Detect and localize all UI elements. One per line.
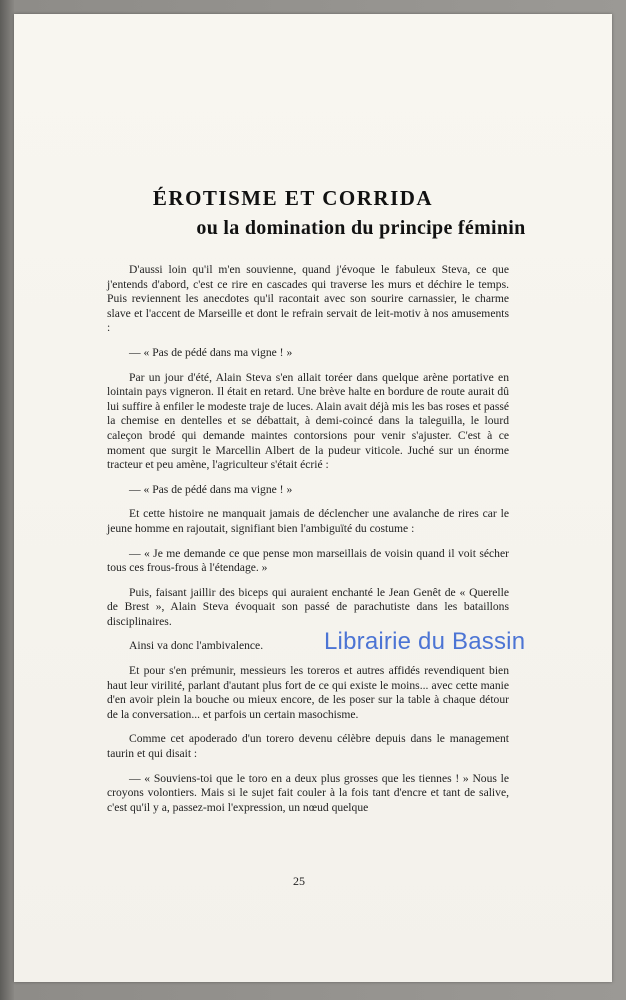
paragraph: Et cette histoire ne manquait jamais de déclencher une avalanche de rires car le jeune homme en rajoutait, signifiant bien l'ambiguïté du costume :: [107, 507, 509, 535]
quote-paragraph: — « Souviens-toi que le toro en a deux plus grosses que les tiennes ! » Nous le croyons volontiers. Mais si le sujet fait couler à la fois tant d'encre et tant de salive, c'est qu'il y a, passez-moi l'expression, un nœud quelque: [107, 771, 509, 814]
paragraph: Ainsi va donc l'ambivalence.: [129, 639, 264, 653]
book-page: [14, 14, 612, 982]
book-gutter-shadow: [0, 0, 14, 1000]
quote-paragraph: — « Pas de pédé dans ma vigne ! »: [129, 482, 293, 496]
title-line-1: ÉROTISME ET CORRIDA: [152, 186, 434, 210]
page-number: 25: [293, 874, 305, 888]
title-line-2: ou la domination du principe féminin: [196, 217, 526, 239]
paragraph: Par un jour d'été, Alain Steva s'en allait toréer dans quelque arène portative en lointain pays vigneron. Il était en retard. Une brève halte en bordure de route aurait dû lui suffire à enfiler le modeste traje de luces. Alain avait déjà mis les bas roses et passé la chemise en dentelles et se débattait, à demi-coincé dans la taleguilla, le lourd caleçon brodé qui demande maintes contorsions pour venir s'ajuster. C'est à ce moment que surgit le Marcellin Albert de la pudeur viticole. Juché sur un énorme tracteur et peu amène, l'agriculteur s'était écrié :: [107, 370, 509, 472]
paragraph: Puis, faisant jaillir des biceps qui auraient enchanté le Jean Genêt de « Querelle de Brest », Alain Steva évoquait son passé de parachutiste dans les bataillons disciplinaires.: [107, 585, 509, 628]
quote-paragraph: — « Pas de pédé dans ma vigne ! »: [129, 345, 293, 359]
body-text: [107, 263, 509, 825]
paragraph: Et pour s'en prémunir, messieurs les toreros et autres affidés revendiquent bien haut leur virilité, parlant d'autant plus fort de ce qui existe le moins... avec cette manie d'en avoir plein la bouche ou mieux encore, de les poser sur la table à chaque détour de la conversation... et parfois un certain masochisme.: [107, 664, 509, 721]
bookseller-watermark: Librairie du Bassin: [324, 628, 526, 655]
paragraph: D'aussi loin qu'il m'en souvienne, quand j'évoque le fabuleux Steva, ce que j'entends d'abord, c'est ce rire en cascades qui traverse les murs et déchire le temps. Puis reviennent les anecdotes qu'il racontait avec son sourire carnassier, le charme slave et l'accent de Marseille et dont le refrain servait de leit-motiv à nos amusements :: [107, 263, 509, 335]
paragraph: Comme cet apoderado d'un torero devenu célèbre depuis dans le management taurin et qui disait :: [107, 732, 509, 761]
chapter-title: [14, 186, 612, 240]
quote-paragraph: — « Je me demande ce que pense mon marseillais de voisin quand il voit sécher tous ces frous-frous à l'étendage. »: [107, 546, 509, 575]
